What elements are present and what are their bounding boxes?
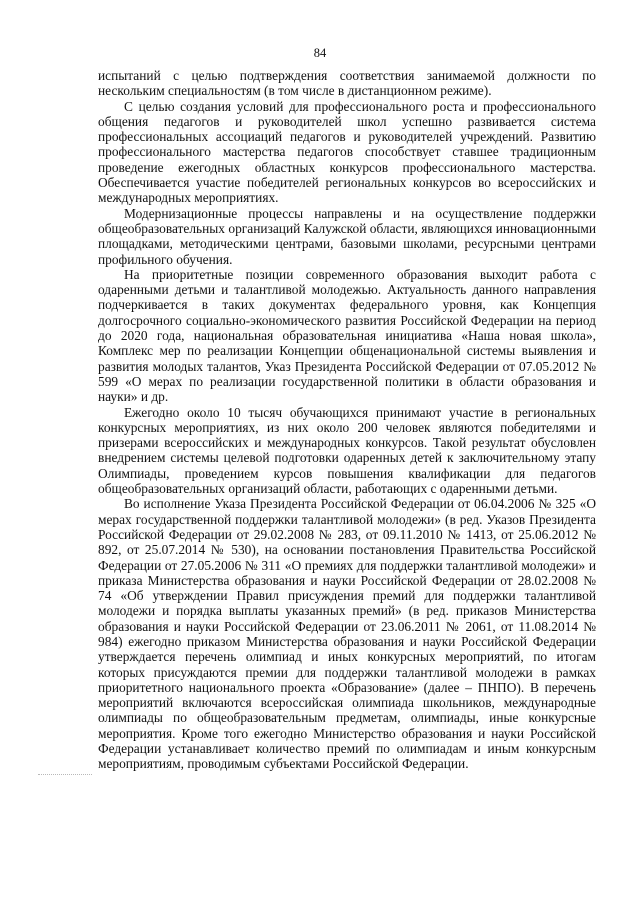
paragraph-modernization: Модернизационные процессы направлены и на осуществление поддержки общеобразовательных организаций Калужской области, являющихся инновационными площадками, методическими центрами, базовыми школами, ресурсными центрами профильного обучения.: [98, 205, 596, 267]
paragraph-annual-participation: Ежегодно около 10 тысяч обучающихся принимают участие в региональных конкурсных мероприятиях, из них около 200 человек являются победителями и призерами всероссийских и международных конкурсов. Такой результат обусловлен внедрением системы целевой подготовки одаренных детей к заключительному этапу Олимпиады, проведением курсов повышения квалификации для педагогов общеобразовательных организаций области, работающих с одаренными детьми.: [98, 404, 596, 497]
page-number: 84: [313, 46, 327, 60]
scan-artifact: [38, 774, 92, 775]
paragraph-continuation: испытаний с целью подтверждения соответствия занимаемой должности по нескольким специальностям (в том числе в дистанционном режиме).: [98, 68, 596, 99]
body-text: [98, 68, 596, 772]
paragraph-presidential-decree: Во исполнение Указа Президента Российской Федерации от 06.04.2006 № 325 «О мерах государственной поддержки талантливой молодежи» (в ред. Указов Президента Российской Федерации от 29.02.2008 № 283, от 09.11.2010 № 1413, от 25.06.2012 № 892, от 25.07.2014 № 530), на основании постановления Правительства Российской Федерации от 27.05.2006 № 311 «О премиях для поддержки талантливой молодежи» и приказа Министерства образования и науки Российской Федерации от 28.02.2008 № 74 «Об утверждении Правил присуждения премий для поддержки талантливой молодежи и порядка выплаты указанных премий» (в ред. приказов Министерства образования и науки Российской Федерации от 23.06.2011 № 2061, от 11.08.2014 № 984) ежегодно приказом Министерства образования и науки Российской Федерации утверждается перечень олимпиад и иных конкурсных мероприятий, по итогам которых присуждаются премии для поддержки талантливой молодежи в рамках приоритетного национального проекта «Образование» (далее – ПНПО). В перечень мероприятий включаются всероссийская олимпиада школьников, международные олимпиады по общеобразовательным предметам, олимпиады, иные конкурсные мероприятия. Кроме того ежегодно Министерство образования и науки Российской Федерации устанавливает количество премий по олимпиадам и иным конкурсным мероприятиям, проводимым субъектами Российской Федерации.: [98, 496, 596, 772]
paragraph-gifted-children: На приоритетные позиции современного образования выходит работа с одаренными детьми и талантливой молодежью. Актуальность данного направления подчеркивается в таких документах федерального уровня, как Концепция долгосрочного социально-экономического развития Российской Федерации на период до 2020 года, национальная образовательная инициатива «Наша новая школа», Комплекс мер по реализации Концепции общенациональной системы выявления и развития молодых талантов, Указ Президента Российской Федерации от 07.05.2012 № 599 «О мерах по реализации государственной политики в области образования и науки» и др.: [98, 266, 596, 405]
paragraph-professional-growth: С целью создания условий для профессионального роста и профессионального общения педагогов и руководителей школ успешно развивается система профессиональных ассоциаций педагогов и руководителей учреждений. Развитию профессионального мастерства педагогов способствует ставшее традиционным проведение ежегодных областных конкурсов профессионального мастерства. Обеспечивается участие победителей региональных конкурсов во всероссийских и международных мероприятиях.: [98, 98, 596, 206]
